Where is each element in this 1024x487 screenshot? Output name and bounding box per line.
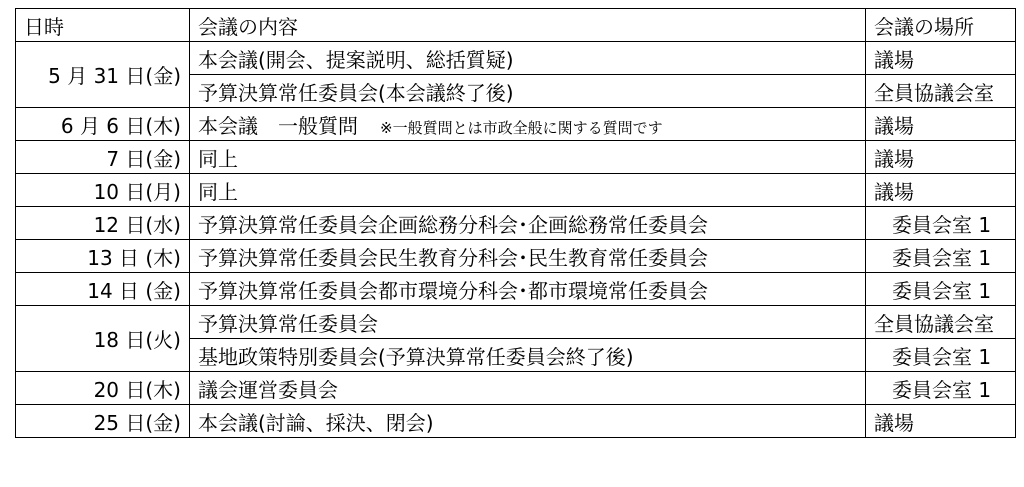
- header-date: 日時: [16, 9, 190, 42]
- place-cell: 議場: [866, 141, 1016, 174]
- place-cell: 委員会室 1: [866, 372, 1016, 405]
- content-cell: 同上: [190, 174, 866, 207]
- place-cell: 議場: [866, 108, 1016, 141]
- table-row: [16, 141, 1016, 174]
- content-cell: 予算決算常任委員会企画総務分科会･企画総務常任委員会: [190, 207, 866, 240]
- content-text: 本会議 一般質問: [198, 113, 358, 138]
- content-cell: 同上: [190, 141, 866, 174]
- table-row: [16, 306, 1016, 339]
- table-row: [16, 273, 1016, 306]
- place-cell: 全員協議会室: [866, 306, 1016, 339]
- place-cell: 議場: [866, 405, 1016, 438]
- date-cell: 12 日(水): [16, 207, 190, 240]
- date-cell: 5 月 31 日(金): [16, 42, 190, 108]
- date-cell: 18 日(火): [16, 306, 190, 372]
- date-cell: 7 日(金): [16, 141, 190, 174]
- table-row: [16, 42, 1016, 75]
- place-cell: 議場: [866, 174, 1016, 207]
- table-row: [16, 174, 1016, 207]
- content-cell: 本会議(討論、採決、閉会): [190, 405, 866, 438]
- place-cell: 委員会室 1: [866, 240, 1016, 273]
- table-row: [16, 108, 1016, 141]
- place-cell: 委員会室 1: [866, 207, 1016, 240]
- content-cell: 本会議(開会、提案説明、総括質疑): [190, 42, 866, 75]
- date-cell: 6 月 6 日(木): [16, 108, 190, 141]
- place-cell: 委員会室 1: [866, 273, 1016, 306]
- table-row: [16, 372, 1016, 405]
- content-cell: 予算決算常任委員会民生教育分科会･民生教育常任委員会: [190, 240, 866, 273]
- content-cell: [190, 108, 866, 141]
- table-row: [16, 240, 1016, 273]
- header-content: 会議の内容: [190, 9, 866, 42]
- content-cell: 予算決算常任委員会: [190, 306, 866, 339]
- content-cell: 議会運営委員会: [190, 372, 866, 405]
- place-cell: 議場: [866, 42, 1016, 75]
- content-cell: 基地政策特別委員会(予算決算常任委員会終了後): [190, 339, 866, 372]
- content-cell: 予算決算常任委員会(本会議終了後): [190, 75, 866, 108]
- date-cell: 14 日 (金): [16, 273, 190, 306]
- header-place: 会議の場所: [866, 9, 1016, 42]
- date-cell: 25 日(金): [16, 405, 190, 438]
- table-row: [16, 405, 1016, 438]
- table-row: [16, 207, 1016, 240]
- place-cell: 全員協議会室: [866, 75, 1016, 108]
- schedule-table: [15, 8, 1016, 438]
- header-row: [16, 9, 1016, 42]
- date-cell: 20 日(木): [16, 372, 190, 405]
- date-cell: 10 日(月): [16, 174, 190, 207]
- place-cell: 委員会室 1: [866, 339, 1016, 372]
- date-cell: 13 日 (木): [16, 240, 190, 273]
- content-cell: 予算決算常任委員会都市環境分科会･都市環境常任委員会: [190, 273, 866, 306]
- content-note: ※一般質問とは市政全般に関する質問です: [380, 118, 663, 137]
